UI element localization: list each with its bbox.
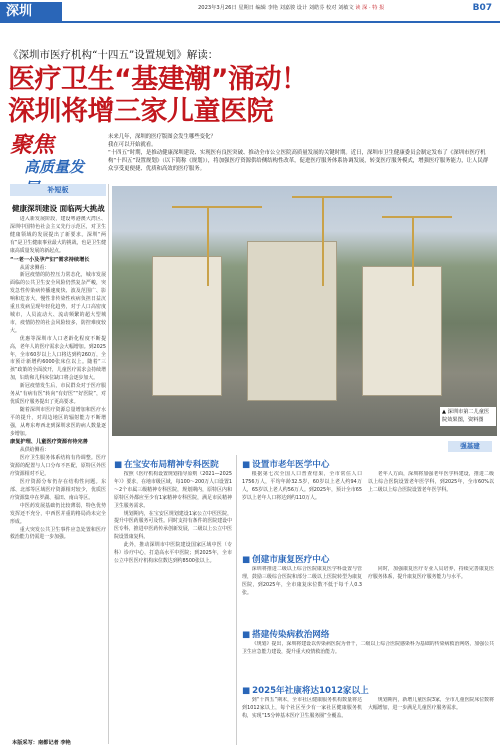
lead-intro: 未来几年，深圳的医疗版图会发生哪些变化？ — [108, 134, 216, 140]
bullet-icon: ■ — [242, 686, 251, 696]
article-heading-community: ■ 2025年社康将达1012家以上 — [242, 686, 369, 696]
kicker: 《深圳市医疗机构“十四五”设置规划》解读： — [8, 49, 219, 61]
crane-3-jib — [382, 216, 452, 218]
bullet-icon: ■ — [242, 555, 251, 565]
sidebar-p8: 医疗卫生服务体系结构有待调整。医疗资源的配置与人口分布不匹配，原特区外医疗资源相对不足。 — [10, 455, 106, 478]
section-label: 深圳 — [0, 2, 62, 21]
issue-date: 2023年3月26日 星期日 — [198, 5, 254, 11]
headline-line-2: 深圳将增三家儿童医院 — [8, 96, 273, 127]
article-0-p1: 按照《医疗机构设置规划指导原则（2021—2025年）》要求，在地市级区域，每100～200万人口设置1～2个市属三级精神专科医院，规划期内，原特区内和原特区外都应至少有1家精神专科医院，满足市民精神卫生服务需求。 — [114, 471, 232, 509]
sidebar-p4: 优惠等深圳市人口老龄化程度不断提高，老年人的医疗需求会大幅增加。到2025年，全市60岁以上人口将达到约260万，全市预计新增约6000张床位以上。随着“三孩”政策的全面放开，儿童医疗需求会持续增加，妇幼和儿科床位缺口将会逐步加大。 — [10, 335, 106, 382]
lead-paragraph — [108, 133, 493, 173]
sidebar-p6: 随着深圳市医疗资源总量增加和医疗水平的提升，对周边地区的辐射能力不断增强，从粤东粤西北到深圳求医的病人数量逐步增加。 — [10, 406, 106, 437]
article-2-p2: 同时，加强康复医疗专业人员培养，持续完善康复医疗服务体系，提升康复医疗服务能力与水平。 — [368, 566, 494, 580]
sidebar-tag: 补短板 — [10, 184, 106, 196]
sidebar-subhead-2: 康复护理、儿童医疗资源有待完善 — [10, 439, 88, 446]
article-heading-infectious: ■ 搭建传染病救治网络 — [242, 630, 330, 640]
column-divider — [108, 184, 109, 744]
article-body-infectious — [242, 641, 494, 679]
crane-3 — [412, 216, 414, 286]
lead-body: “十四五”时期，是推动健康深圳建设、实现医有良医突破、推动全市公立医院高质量发展的关键时期。近日，深圳市卫生健康委员会制定发布了《深圳市医疗机构“十四五”设置规划》（以下简称《规划》），将加强医疗资源供给侧结构性改革，促进医疗服务体系协调发展，转变医疗服务模式，增强医疗服务能力，让人民群众享受更便捷、优质和高效的医疗服务。 — [108, 150, 489, 172]
crane-2 — [322, 196, 324, 286]
sidebar-subhead-1: “一老一小及孕产妇”需求持续增长 — [10, 256, 90, 263]
article-0-p3: 此外，推动深圳市中医院建设国家区域中医（专科）诊疗中心，打造高水平中医院；到2025年，全市公立中医医疗机构床位数达到约8500张以上。 — [114, 542, 232, 564]
lead-intro-2: 我在可以开始就看。 — [108, 142, 157, 148]
page-number: B07 — [472, 3, 492, 13]
crane-1-jib — [172, 206, 262, 208]
article-1-p1: 根据第七次全国人口普查结果，全市常住人口1756万人，平均年龄32.5岁，60岁以上老人约94万人，65岁以上老人约56万人。到2025年，预计全市65岁以上老年人口将达到约110万人。 — [242, 471, 362, 501]
article-body-psychiatric — [114, 471, 232, 741]
article-body-rehab-2 — [368, 566, 494, 624]
article-body-geriatric-2 — [368, 471, 494, 547]
sidebar-p10: 中医药发展基础仍比较薄弱，特色优势发挥还不充分，中西医并重的格局尚未完全形成。 — [10, 502, 106, 525]
byline: 本版采写：南都记者 李艳 — [12, 740, 71, 746]
top-rule — [0, 21, 500, 23]
article-body-rehab-1 — [242, 566, 362, 624]
crane-1 — [207, 206, 209, 286]
article-4-p2: 规划期内，新增儿童医院3家，全市儿童医院床位数将大幅增加，进一步满足儿童医疗服务需求。 — [368, 697, 494, 711]
photo-tag: 强基建 — [448, 441, 492, 452]
building-left — [152, 256, 222, 396]
sidebar-body — [10, 216, 106, 736]
sidebar-title: 健康深圳建设 面临两大挑战 — [12, 204, 105, 213]
article-0-p2: 规划期内，在宝安区规划建设1家公立中医医院，提升中医药服务可及性。同时支持有条件的医院建设中医专科，推进中医药传承创新发展，二级以上公立中医院设置康复科。 — [114, 510, 232, 541]
crane-2-jib — [292, 196, 392, 198]
article-1-p2: 老年人方面，深圳将加强老年医学科建设，推进二级以上综合医院设置老年医学科，到2025年，全市60%以上二级以上综合医院设置老年医学科。 — [368, 471, 494, 493]
article-heading-psychiatric: ■ 在宝安布局精神专科医院 — [114, 460, 219, 470]
bullet-icon: ■ — [114, 460, 123, 470]
building-right — [362, 266, 442, 396]
focus-badge — [10, 134, 90, 178]
article-heading-geriatric: ■ 设置市老年医学中心 — [242, 460, 330, 470]
article-heading-rehab: ■ 创建市康复医疗中心 — [242, 555, 330, 565]
editor-credits: 编辑 李艳 刘嘉骏 设计 刘皓芬 校对 刘敏文 — [255, 5, 354, 11]
photo-caption: ▲ 深圳市第二儿童医院效果图，资料图 — [440, 407, 496, 426]
hospital-construction-photo — [112, 186, 497, 436]
column-divider-2 — [236, 455, 237, 745]
article-4-p1: 到“十四五”期末，全市社区健康服务机构数量将达到1012家以上，每个社区至少有一家社区健康服务机构，实现“15分钟基本医疗卫生服务圈”全覆盖。 — [242, 697, 362, 719]
sidebar-p7: 从供给侧看： — [19, 447, 50, 454]
slogan: 读 深 · 特 报 — [355, 5, 385, 11]
sidebar-p11: 重大突发公共卫生事件应急处置和医疗救治能力仍需进一步加强。 — [10, 526, 106, 541]
page-meta — [198, 4, 384, 11]
article-2-p1: 深圳将推进二级以上综合医院康复医学科设置与管理，鼓励三级综合医院和部分二级以上医院转型为康复医院，到2025年，全市康复床位数不低于每千人0.3张。 — [242, 566, 362, 596]
bullet-icon: ■ — [242, 630, 251, 640]
bullet-icon: ■ — [242, 460, 251, 470]
sidebar-p1: 进入新发展阶段，建设粤港澳大湾区、深圳中国特色社会主义先行示范区，对卫生健康领域的发展提出了新要求。深圳“两有”是卫生健康事业最大的挑战，也是卫生健康高质量发展的新起点。 — [10, 216, 106, 254]
sidebar-p9: 医疗资源分布仍存在结构性问题。东部、北部等区域医疗资源相对较少，优质医疗资源集中在罗湖、福田、南山等区。 — [10, 479, 106, 501]
focus-sub: 高质量发 — [24, 158, 85, 176]
sidebar-p3: 新冠疫情的防控压力常态化，城市发展面临的公共卫生安全风险仍然复杂严峻，突发急性传染病传播速度快、波及范围广、影响和危害大，慢性非传染性疾病负担日益沉重且发病呈现年轻化趋势，对于人口高密度城市，人员流动大、流动频繁的超大型城市，疫情防控的社会风险较多，防控难度较大。 — [10, 272, 106, 334]
focus-main: 聚焦 — [10, 133, 55, 158]
article-body-community-2 — [368, 697, 494, 745]
sidebar-p2: 从需求侧看： — [19, 264, 50, 271]
sidebar-p5: 新冠疫情发生后，市民群众对于医疗服务从“有病有医”转向“有好医”“好医院”，对优质医疗服务提出了更高要求。 — [10, 383, 106, 405]
article-3-p1: 《规划》提出，深圳将建设以传染病医院为骨干，二级以上综合医院感染科为基础的传染病救治网络，加强公共卫生应急能力建设，提升重大疫情救治能力。 — [242, 641, 494, 655]
article-body-geriatric-1 — [242, 471, 362, 547]
headline-line-1: 医疗卫生“基建潮”涌动！ — [8, 64, 308, 95]
article-body-community-1 — [242, 697, 362, 745]
